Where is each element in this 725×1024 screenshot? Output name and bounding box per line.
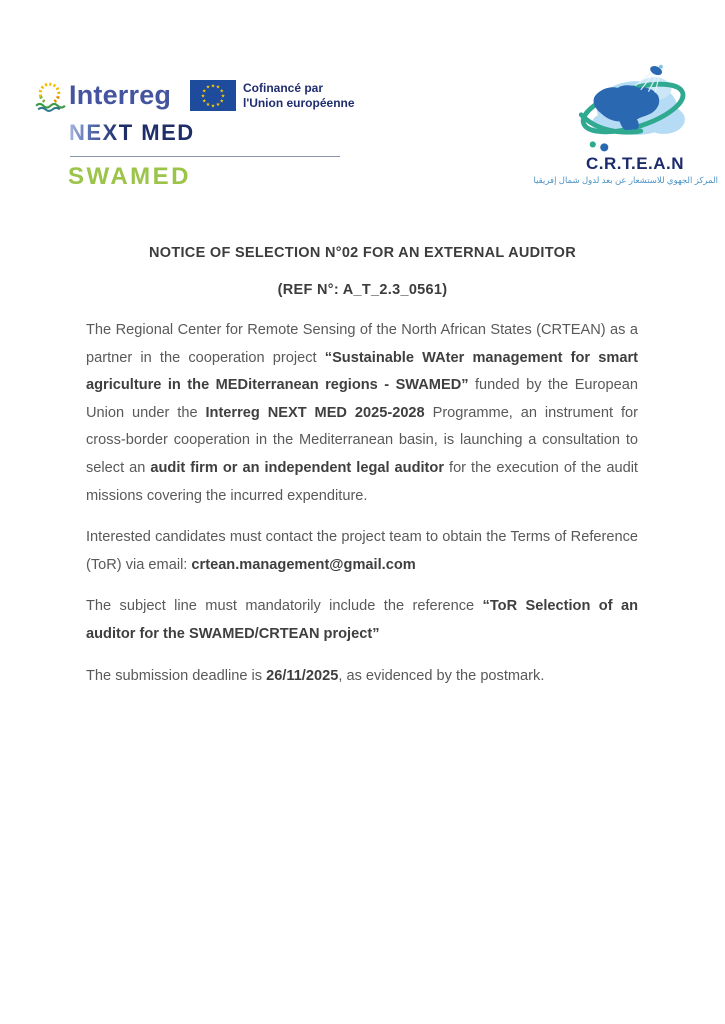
svg-text:★: ★ bbox=[202, 98, 207, 105]
text-segment: The Regional Center for Remote Sensing of the North African States (CRTEAN) as a partner in the cooperation project bbox=[86, 322, 638, 366]
svg-text:★: ★ bbox=[205, 101, 211, 108]
contact-email: crtean.management@gmail.com bbox=[191, 556, 416, 573]
notice-body bbox=[86, 317, 638, 704]
subject-reference: “ToR Selection of an auditor for the SWAMED/CRTEAN project” bbox=[86, 598, 638, 642]
text-segment: The submission deadline is bbox=[86, 667, 267, 684]
notice-reference: (REF N°: A_T_2.3_0561) bbox=[277, 282, 448, 298]
svg-text:★: ★ bbox=[210, 103, 216, 110]
paragraph-1 bbox=[86, 317, 638, 510]
text-segment: Programme, an instrument for cross-border cooperation in the Mediterranean basin, is launching a consultation to select an bbox=[86, 404, 638, 476]
text-segment-bold: “Sustainable WAter management for smart agriculture in the MEDiterranean regions - SWAMED” bbox=[86, 349, 638, 394]
svg-text:★: ★ bbox=[210, 83, 216, 90]
svg-text:★: ★ bbox=[220, 93, 226, 100]
eu-cofunding-line2: l'Union européenne bbox=[243, 96, 355, 110]
eu-cofunding-label bbox=[243, 81, 355, 111]
eu-flag-icon bbox=[190, 80, 236, 111]
text-segment: funded by the European Union under the bbox=[86, 377, 638, 421]
text-segment: for the execution of the audit missions covering the incurred expenditure. bbox=[86, 459, 638, 504]
sun-water-icon bbox=[32, 79, 67, 114]
svg-text:★: ★ bbox=[219, 88, 224, 95]
text-segment: , as evidenced by the postmark. bbox=[338, 667, 545, 684]
interreg-wordmark: Interreg bbox=[69, 80, 172, 110]
paragraph-4 bbox=[86, 663, 638, 691]
text-segment-bold: Interreg NEXT MED 2025-2028 bbox=[205, 404, 425, 421]
svg-text:★: ★ bbox=[215, 84, 221, 91]
crtean-globe-icon bbox=[565, 60, 705, 156]
notice-title: NOTICE OF SELECTION N°02 FOR AN EXTERNAL AUDITOR bbox=[148, 245, 577, 261]
svg-text:★: ★ bbox=[215, 101, 221, 108]
crtean-arabic-name: المركز الجهوي للاستشعار عن بعد لدول شمال إفريقيا bbox=[533, 175, 718, 185]
project-wordmark: SWAMED bbox=[68, 163, 191, 190]
svg-text:★: ★ bbox=[200, 93, 206, 100]
svg-text:★: ★ bbox=[219, 98, 224, 105]
svg-text:★: ★ bbox=[205, 84, 211, 91]
svg-text:★: ★ bbox=[202, 88, 207, 95]
text-segment-bold: audit firm or an independent legal auditor bbox=[150, 459, 444, 476]
header-divider-line bbox=[70, 156, 340, 157]
program-wordmark: NEXT MED bbox=[69, 120, 195, 145]
paragraph-2 bbox=[86, 524, 638, 579]
crtean-logo bbox=[533, 60, 718, 186]
deadline-date: 26/11/2025 bbox=[266, 667, 339, 684]
crtean-name: C.R.T.E.A.N bbox=[585, 154, 685, 173]
text-segment: The subject line must mandatorily include the reference bbox=[86, 598, 483, 615]
paragraph-3 bbox=[86, 593, 638, 648]
eu-cofunding-line1: Cofinancé par bbox=[243, 81, 324, 95]
text-segment: Interested candidates must contact the project team to obtain the Terms of Reference (ToR) via email: bbox=[86, 529, 638, 573]
